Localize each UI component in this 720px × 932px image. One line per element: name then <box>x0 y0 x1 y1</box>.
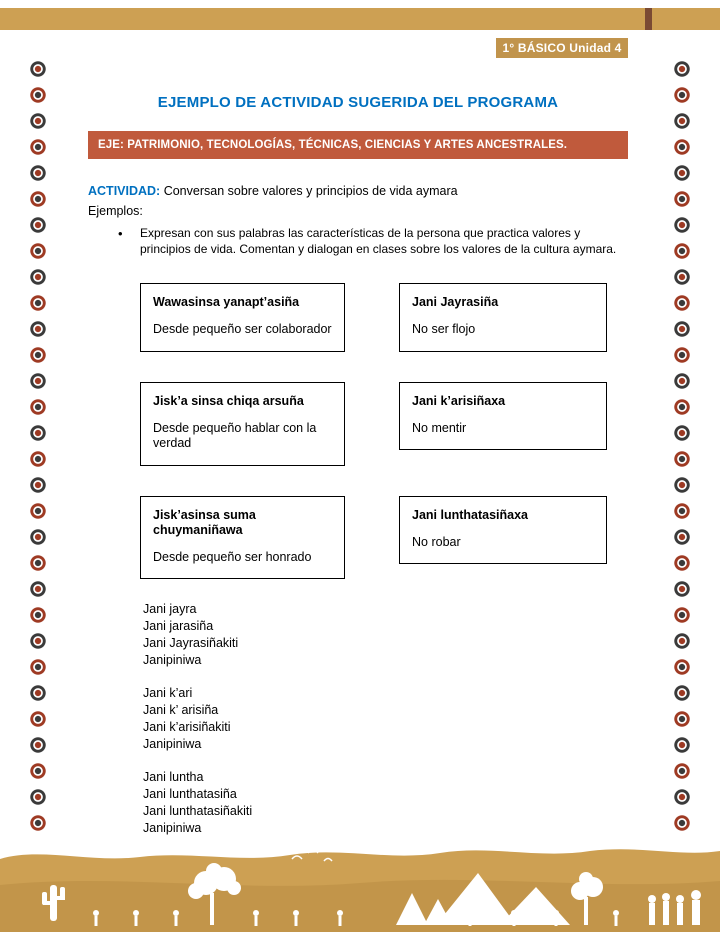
value-card-spanish: No robar <box>412 534 461 549</box>
top-border-bar <box>0 8 720 30</box>
word-list-line: Jani luntha <box>143 770 204 784</box>
value-card-spanish: No ser flojo <box>412 322 476 336</box>
word-group <box>143 601 628 669</box>
value-card-aymara: Jisk’asinsa suma chuymaniñawa <box>153 507 256 537</box>
value-card-spanish: Desde pequeño hablar con la verdad <box>153 420 317 450</box>
left-ornament-border <box>28 56 48 836</box>
activity-text: Conversan sobre valores y principios de vida aymara <box>163 184 458 198</box>
right-ornament-border <box>672 56 692 836</box>
word-lists <box>143 601 628 837</box>
word-list-line: Jani jayra <box>143 602 197 616</box>
value-card-aymara: Jani lunthatasiñaxa <box>412 507 529 522</box>
bullet-dot <box>118 226 140 257</box>
word-group <box>143 769 628 837</box>
word-list-line: Jani k’ari <box>143 686 193 700</box>
word-list-line: Jani lunthatasiñakiti <box>143 804 253 818</box>
bullet-text: Expresan con sus palabras las características de la persona que practica valores y principios de vida. Comentan y dialogan en clases sobre los valores de la cultura aymara. <box>140 226 617 256</box>
value-card-spanish: Desde pequeño ser colaborador <box>153 322 332 336</box>
word-list-line: Janipiniwa <box>143 653 202 667</box>
word-list-line: Janipiniwa <box>143 821 202 835</box>
value-card-aymara: Jani Jayrasiña <box>412 295 499 309</box>
value-card-spanish: Desde pequeño ser honrado <box>153 549 312 564</box>
activity-line <box>88 183 628 199</box>
value-card <box>140 382 345 466</box>
bullet-item <box>88 226 628 257</box>
value-cards-grid <box>140 283 628 579</box>
word-list-line: Janipiniwa <box>143 737 202 751</box>
unit-badge: 1° BÁSICO Unidad 4 <box>496 38 628 58</box>
activity-label: ACTIVIDAD: <box>88 184 161 198</box>
value-card <box>399 382 607 451</box>
value-card-spanish: No mentir <box>412 420 467 435</box>
word-group <box>143 685 628 753</box>
value-card-aymara: Jisk’a sinsa chiqa arsuña <box>153 393 304 408</box>
value-card <box>399 283 607 352</box>
value-card-aymara: Jani k’arisiñaxa <box>412 393 506 408</box>
word-list-line: Jani k’arisiñakiti <box>143 720 231 734</box>
eje-banner: EJE: PATRIMONIO, TECNOLOGÍAS, TÉCNICAS, CIENCIAS Y ARTES ANCESTRALES. <box>88 131 628 159</box>
word-list-line: Jani lunthatasiña <box>143 787 237 801</box>
word-list-line: Jani jarasiña <box>143 619 214 633</box>
word-list-line: Jani Jayrasiñakiti <box>143 636 239 650</box>
top-bar-notch <box>645 8 652 30</box>
content-area <box>88 38 628 853</box>
footer-landscape-illustration <box>0 837 720 932</box>
value-card-aymara: Wawasinsa yanapt’asiña <box>153 295 300 309</box>
value-card <box>140 496 345 580</box>
value-card <box>140 283 345 352</box>
examples-label: Ejemplos: <box>88 204 143 218</box>
value-card <box>399 496 607 565</box>
page-title: EJEMPLO DE ACTIVIDAD SUGERIDA DEL PROGRAMA <box>157 94 559 111</box>
word-list-line: Jani k’ arisiña <box>143 703 219 717</box>
